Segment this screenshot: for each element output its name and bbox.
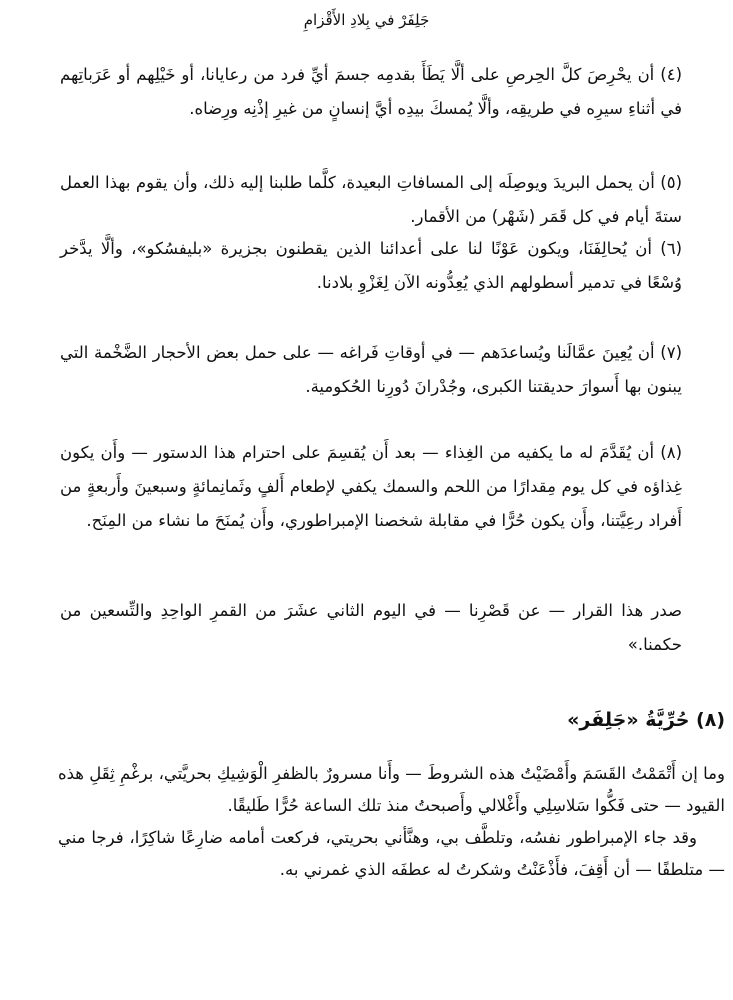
condition-text: أن يُعِينَ عمَّالَنا ويُساعدَهم — في أوقاتِ فَراغه — على حمل بعض الأحجار الضَّخْمة التي يبنون بها أَسوارَ حديقتنا الكبرى، وجُدْرانَ دُورِنا الحُكومية. bbox=[60, 343, 682, 396]
condition-number: (٤) bbox=[660, 65, 682, 84]
condition-6 bbox=[60, 232, 682, 300]
condition-number: (٧) bbox=[660, 343, 682, 362]
decree-closing: صدر هذا القرار — عن قَصْرِنا — في اليوم الثاني عشَرَ من القمرِ الواحِدِ والتِّسعين من حكمنا.» bbox=[60, 601, 682, 654]
condition-4 bbox=[60, 58, 682, 126]
section-heading: (٨) حُرِّيَّةُ «جَلِفَر» bbox=[567, 709, 725, 731]
condition-7 bbox=[60, 336, 682, 404]
section-body bbox=[58, 758, 725, 886]
section-paragraph: وقد جاء الإمبراطور نفسُه، وتلطَّف بي، وهنَّأني بحريتي، فركعت أمامه ضارِعًا شاكِرًا، فرجا مني — متلطفًا — أن أَقِفَ، فأَذْعَنْتُ وشكرتُ له عطفَه الذي غمرني به. bbox=[58, 828, 725, 879]
condition-number: (٥) bbox=[660, 173, 682, 192]
condition-text: أن يحْرِصَ كلَّ الحِرصِ على ألَّا يَطَأَ بقدمِه جسمَ أيِّ فرد من رعايانا، أو خَيْلِهم أو عَرَباتِهم في أثناءِ سيرِه في طريقِه، وألَّا يُمسكَ بيدِه أيَّ إنسانٍ من غيرِ إذْنِه ورِضاه. bbox=[60, 65, 682, 118]
condition-8 bbox=[60, 436, 682, 538]
condition-number: (٦) bbox=[660, 239, 683, 258]
condition-5 bbox=[60, 166, 682, 234]
condition-text: أن يُحالِفَنَا، ويكون عَوْنًا لنا على أعدائنا الذين يقطنون بجزيرة «بليفسُكو»، وألَّا يدَّخر وُسْعًا في تدمير أسطولهم الذي يُعِدُّونه الآن لِغَزْوِ بلادنا. bbox=[60, 239, 682, 292]
condition-number: (٨) bbox=[660, 443, 682, 462]
condition-text: أن يحمل البريدَ ويوصِلَه إلى المسافاتِ البعيدة، كلَّما طلبنا إليه ذلك، وأن يقوم بهذا العمل ستةَ أيام في كل قَمَر (شَهْر) من الأقمار. bbox=[60, 173, 682, 226]
condition-text: أن يُقَدَّمَ له ما يكفيه من الغِذاء — بعد أَن يُقسِمَ على احترام هذا الدستور — وأَن يكون غِذاؤه في كل يوم مِقدارًا من اللحم والسمك يكفي لإطعام أَلفٍ وثَمانِمائةٍ وسبعينَ وأَربعةٍ من أَفراد رعِيَّتنا، وأَن يكون حُرًّا في مقابلة شخصنا الإمبراطوري، وأَن يُمنَحَ ما نشاء من المِنَح. bbox=[60, 443, 682, 530]
running-header: جَلِفَرْ في بِلادِ الأَقْزامِ bbox=[303, 11, 430, 29]
section-paragraph: وما إن أَتْمَمْتُ القَسَمَ وأَمْضَيْتُ هذه الشروطَ — وأَنا مسرورٌ بالظفرِ الْوَشِيكِ بحريَّتي، برغْمِ ثِقَلِ هذه القيود — حتى فَكُّوا سَلاسِلِي وأَغْلالي وأَصبحتُ منذ تلك الساعة حُرًّا طَليقًا. bbox=[58, 764, 725, 815]
